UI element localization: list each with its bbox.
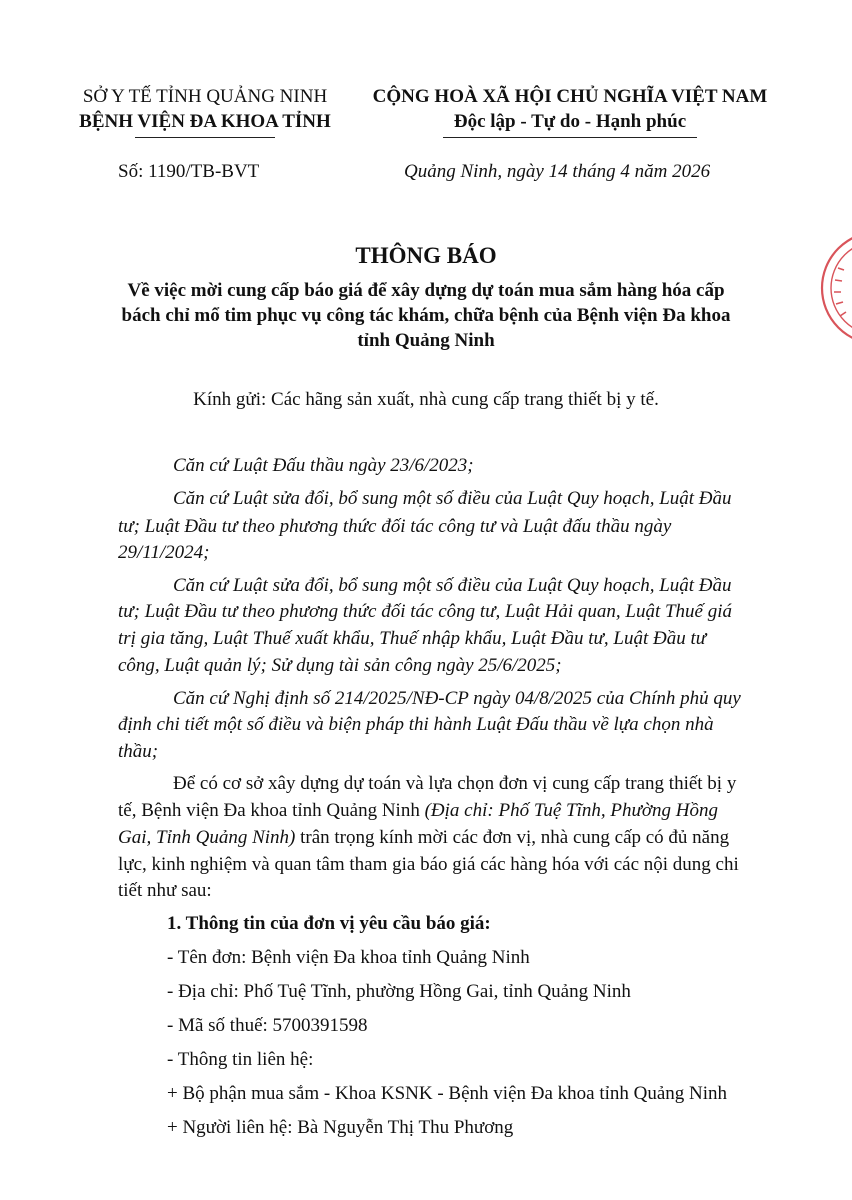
list-item: - Mã số thuế: 5700391598 <box>167 1015 368 1036</box>
basis-line: công, Luật quản lý; Sử dụng tài sản công ngày 25/6/2025; <box>118 655 562 676</box>
basis-line: tư; Luật Đầu tư theo phương thức đối tác công tư, Luật Hải quan, Luật Thuế giá <box>118 601 733 622</box>
basis-line: Căn cứ Nghị định số 214/2025/NĐ-CP ngày 04/8/2025 của Chính phủ quy <box>173 688 741 709</box>
motto-underline <box>443 137 697 138</box>
recipient-line: Kính gửi: Các hãng sản xuất, nhà cung cấp trang thiết bị y tế. <box>193 389 659 410</box>
basis-line: Căn cứ Luật Đấu thầu ngày 23/6/2023; <box>173 455 474 476</box>
basis-line: Căn cứ Luật sửa đổi, bổ sung một số điều của Luật Quy hoạch, Luật Đầu <box>173 488 732 509</box>
intro-text: trân trọng kính mời các đơn vị, nhà cung cấp có đủ năng <box>295 827 730 848</box>
nation-title: CỘNG HOÀ XÃ HỘI CHỦ NGHĨA VIỆT NAM <box>372 86 768 107</box>
subject-line-2: bách chỉ mổ tim phục vụ công tác khám, chữa bệnh của Bệnh viện Đa khoa <box>121 305 731 326</box>
basis-line: trị gia tăng, Luật Thuế xuất khẩu, Thuế nhập khẩu, Luật Đầu tư, Luật Đầu tư <box>118 628 707 649</box>
basis-line: tư; Luật Đầu tư theo phương thức đối tác công tư và Luật đấu thầu ngày <box>118 516 672 537</box>
intro-line-3 <box>118 827 729 849</box>
basis-line: Căn cứ Luật sửa đổi, bổ sung một số điều của Luật Quy hoạch, Luật Đầu <box>173 575 732 596</box>
list-item: - Thông tin liên hệ: <box>167 1049 314 1070</box>
notice-heading: THÔNG BÁO <box>355 243 497 268</box>
place-date: Quảng Ninh, ngày 14 tháng 4 năm 2026 <box>404 161 711 182</box>
document-number: Số: 1190/TB-BVT <box>118 161 260 182</box>
basis-line: 29/11/2024; <box>118 542 210 563</box>
agency-underline <box>135 137 275 138</box>
motto: Độc lập - Tự do - Hạnh phúc <box>453 111 687 132</box>
subject-line-1: Về việc mời cung cấp báo giá để xây dựng dự toán mua sắm hàng hóa cấp <box>127 280 725 301</box>
intro-line-4: lực, kinh nghiệm và quan tâm tham gia báo giá các hàng hóa với các nội dung chi <box>118 854 739 875</box>
basis-line: thầu; <box>118 741 159 762</box>
intro-address: (Địa chỉ: Phố Tuệ Tĩnh, Phường Hồng <box>424 800 718 821</box>
intro-address: Gai, Tỉnh Quảng Ninh) <box>118 827 296 848</box>
intro-line-5: tiết như sau: <box>118 880 212 901</box>
basis-line: định chi tiết một số điều và biện pháp thi hành Luật Đấu thầu về lựa chọn nhà <box>118 714 714 735</box>
intro-text: tế, Bệnh viện Đa khoa tỉnh Quảng Ninh <box>118 800 425 821</box>
list-item: + Người liên hệ: Bà Nguyễn Thị Thu Phương <box>167 1117 514 1138</box>
intro-line-2 <box>118 800 718 822</box>
agency-parent: SỞ Y TẾ TỈNH QUẢNG NINH <box>82 86 328 107</box>
subject-line-3: tỉnh Quảng Ninh <box>357 330 495 351</box>
list-item: + Bộ phận mua sắm - Khoa KSNK - Bệnh viện Đa khoa tỉnh Quảng Ninh <box>167 1083 728 1104</box>
agency-name: BỆNH VIỆN ĐA KHOA TỈNH <box>79 111 331 132</box>
section-1-heading: 1. Thông tin của đơn vị yêu cầu báo giá: <box>167 913 491 934</box>
list-item: - Tên đơn: Bệnh viện Đa khoa tỉnh Quảng Ninh <box>167 947 530 968</box>
list-item: - Địa chỉ: Phố Tuệ Tĩnh, phường Hồng Gai, tỉnh Quảng Ninh <box>167 981 631 1002</box>
intro-line-1: Để có cơ sở xây dựng dự toán và lựa chọn đơn vị cung cấp trang thiết bị y <box>173 773 737 794</box>
